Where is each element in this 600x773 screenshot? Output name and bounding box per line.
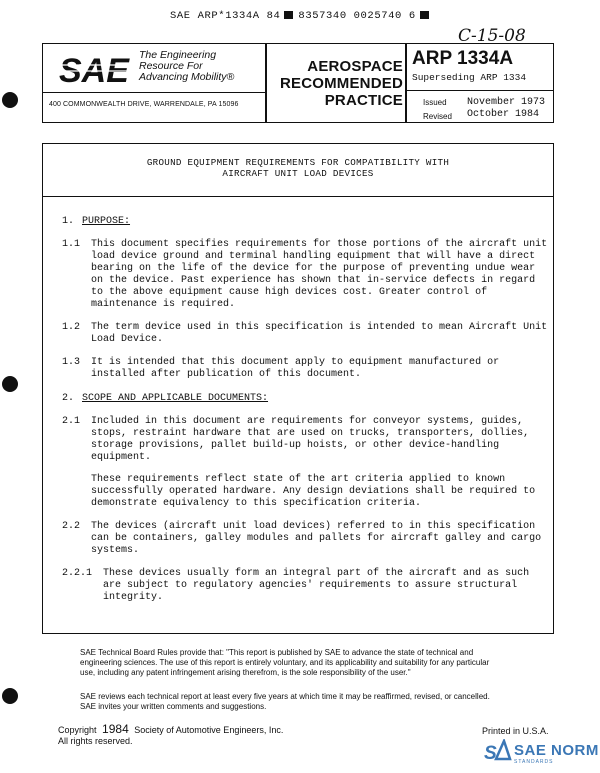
tagline-line: Resource For xyxy=(139,60,203,72)
masthead xyxy=(42,43,554,123)
review-note: SAE reviews each technical report at least every five years at which time it may be reaffirmed, revised, or cancelled. SAE invites your written comments and suggestions. xyxy=(80,692,490,711)
clause-text: Included in this document are requirements for conveyor systems, guides, stops, restraint hardware that are used on trucks, transporters, dollies, storage provisions, pallet build-up hoists, or other device-handling equipment. xyxy=(91,416,530,463)
board-rules-note: SAE Technical Board Rules provide that: "This report is published by SAE to advance the state of technical and engineering sciences. The use of this report is entirely voluntary, and its applicability and suitability for any particular use, including any patent infringement arising therefrom, is the sole responsibility of the user." xyxy=(80,648,490,677)
document-code-part2: 8357340 0025740 6 xyxy=(298,10,416,22)
copyright xyxy=(58,724,283,747)
printed-in: Printed in U.S.A. xyxy=(482,726,549,736)
clause-number: 1.2 xyxy=(62,322,81,333)
revised-date: October 1984 xyxy=(467,109,540,120)
copyright-year: 1984 xyxy=(102,722,129,736)
tagline-line: Advancing Mobility® xyxy=(139,71,235,83)
issued-date: November 1973 xyxy=(467,97,546,108)
binder-hole-icon xyxy=(2,376,18,392)
clause-text: It is intended that this document apply to equipment manufactured or installed after publication of this document. xyxy=(91,357,500,380)
binder-hole-icon xyxy=(2,688,18,704)
watermark-logo-icon xyxy=(484,739,512,765)
revised-label: Revised xyxy=(423,112,452,121)
section-number: 1. xyxy=(62,216,75,227)
sae-logo-icon xyxy=(59,52,137,88)
tagline xyxy=(139,50,264,83)
document-code-strip xyxy=(170,10,434,22)
clause-number: 1.1 xyxy=(62,239,81,250)
rights-reserved: All rights reserved. xyxy=(58,736,133,746)
superseding-note: Superseding ARP 1334 xyxy=(412,72,527,83)
barcode-block-icon xyxy=(420,11,429,19)
section-heading: SCOPE AND APPLICABLE DOCUMENTS: xyxy=(82,393,269,404)
document-type-line: AEROSPACE xyxy=(307,58,403,75)
clause-number: 1.3 xyxy=(62,357,81,368)
clause-number: 2.2.1 xyxy=(62,568,93,579)
clause-number: 2.1 xyxy=(62,416,81,427)
clause-text: The term device used in this specification is intended to mean Aircraft Unit Load Device. xyxy=(91,322,548,345)
barcode-block-icon xyxy=(284,11,293,19)
clause-text: These devices usually form an integral part of the aircraft and as such are subject to regulatory agencies' requirements to assure structural integrity. xyxy=(103,568,530,603)
title-line: GROUND EQUIPMENT REQUIREMENTS FOR COMPATIBILITY WITH xyxy=(146,157,450,168)
title-line: AIRCRAFT UNIT LOAD DEVICES xyxy=(222,168,374,179)
copyright-label: Copyright xyxy=(58,725,97,735)
watermark xyxy=(484,739,599,770)
issued-label: Issued xyxy=(423,98,447,107)
tagline-line: The Engineering xyxy=(139,49,217,61)
sae-logo xyxy=(59,52,137,88)
document-code-part1: SAE ARP*1334A 84 xyxy=(170,10,281,22)
document-number: ARP 1334A xyxy=(412,48,514,69)
clause-text: The devices (aircraft unit load devices) referred to in this specification can be containers, galley modules and pallets for aircraft galley and cargo systems. xyxy=(91,521,542,556)
clause-number: 2.2 xyxy=(62,521,81,532)
document-type xyxy=(267,58,403,109)
clause-text: These requirements reflect state of the art criteria applied to known successfully operated hardware. Any design deviations shall be required to demonstrate equivalency to this specification criteria. xyxy=(91,474,536,509)
section-heading: PURPOSE: xyxy=(82,216,131,227)
handwritten-note: C-15-08 xyxy=(458,26,526,46)
watermark-text: SAE NORM xyxy=(514,742,599,759)
clause-text: This document specifies requirements for those portions of the aircraft unit load device ground and terminal handling equipment that will have a direct bearing on the life of the device for the purpose of preventing undue wear on the device. Past experience has shown that in-service defects in regard to the above equipment cause high devices cost. Greater control of maintenance is required. xyxy=(91,239,548,310)
binder-hole-icon xyxy=(2,92,18,108)
document-title xyxy=(43,157,553,179)
svg-text:S: S xyxy=(484,743,497,764)
document-type-line: RECOMMENDED xyxy=(279,75,403,92)
watermark-subtext: STANDARDS xyxy=(514,759,554,765)
section-number: 2. xyxy=(62,393,75,404)
copyright-owner: Society of Automotive Engineers, Inc. xyxy=(134,725,284,735)
address: 400 COMMONWEALTH DRIVE, WARRENDALE, PA 15096 xyxy=(49,101,239,108)
svg-text:SAE: SAE xyxy=(59,52,129,88)
document-type-line: PRACTICE xyxy=(324,92,403,109)
